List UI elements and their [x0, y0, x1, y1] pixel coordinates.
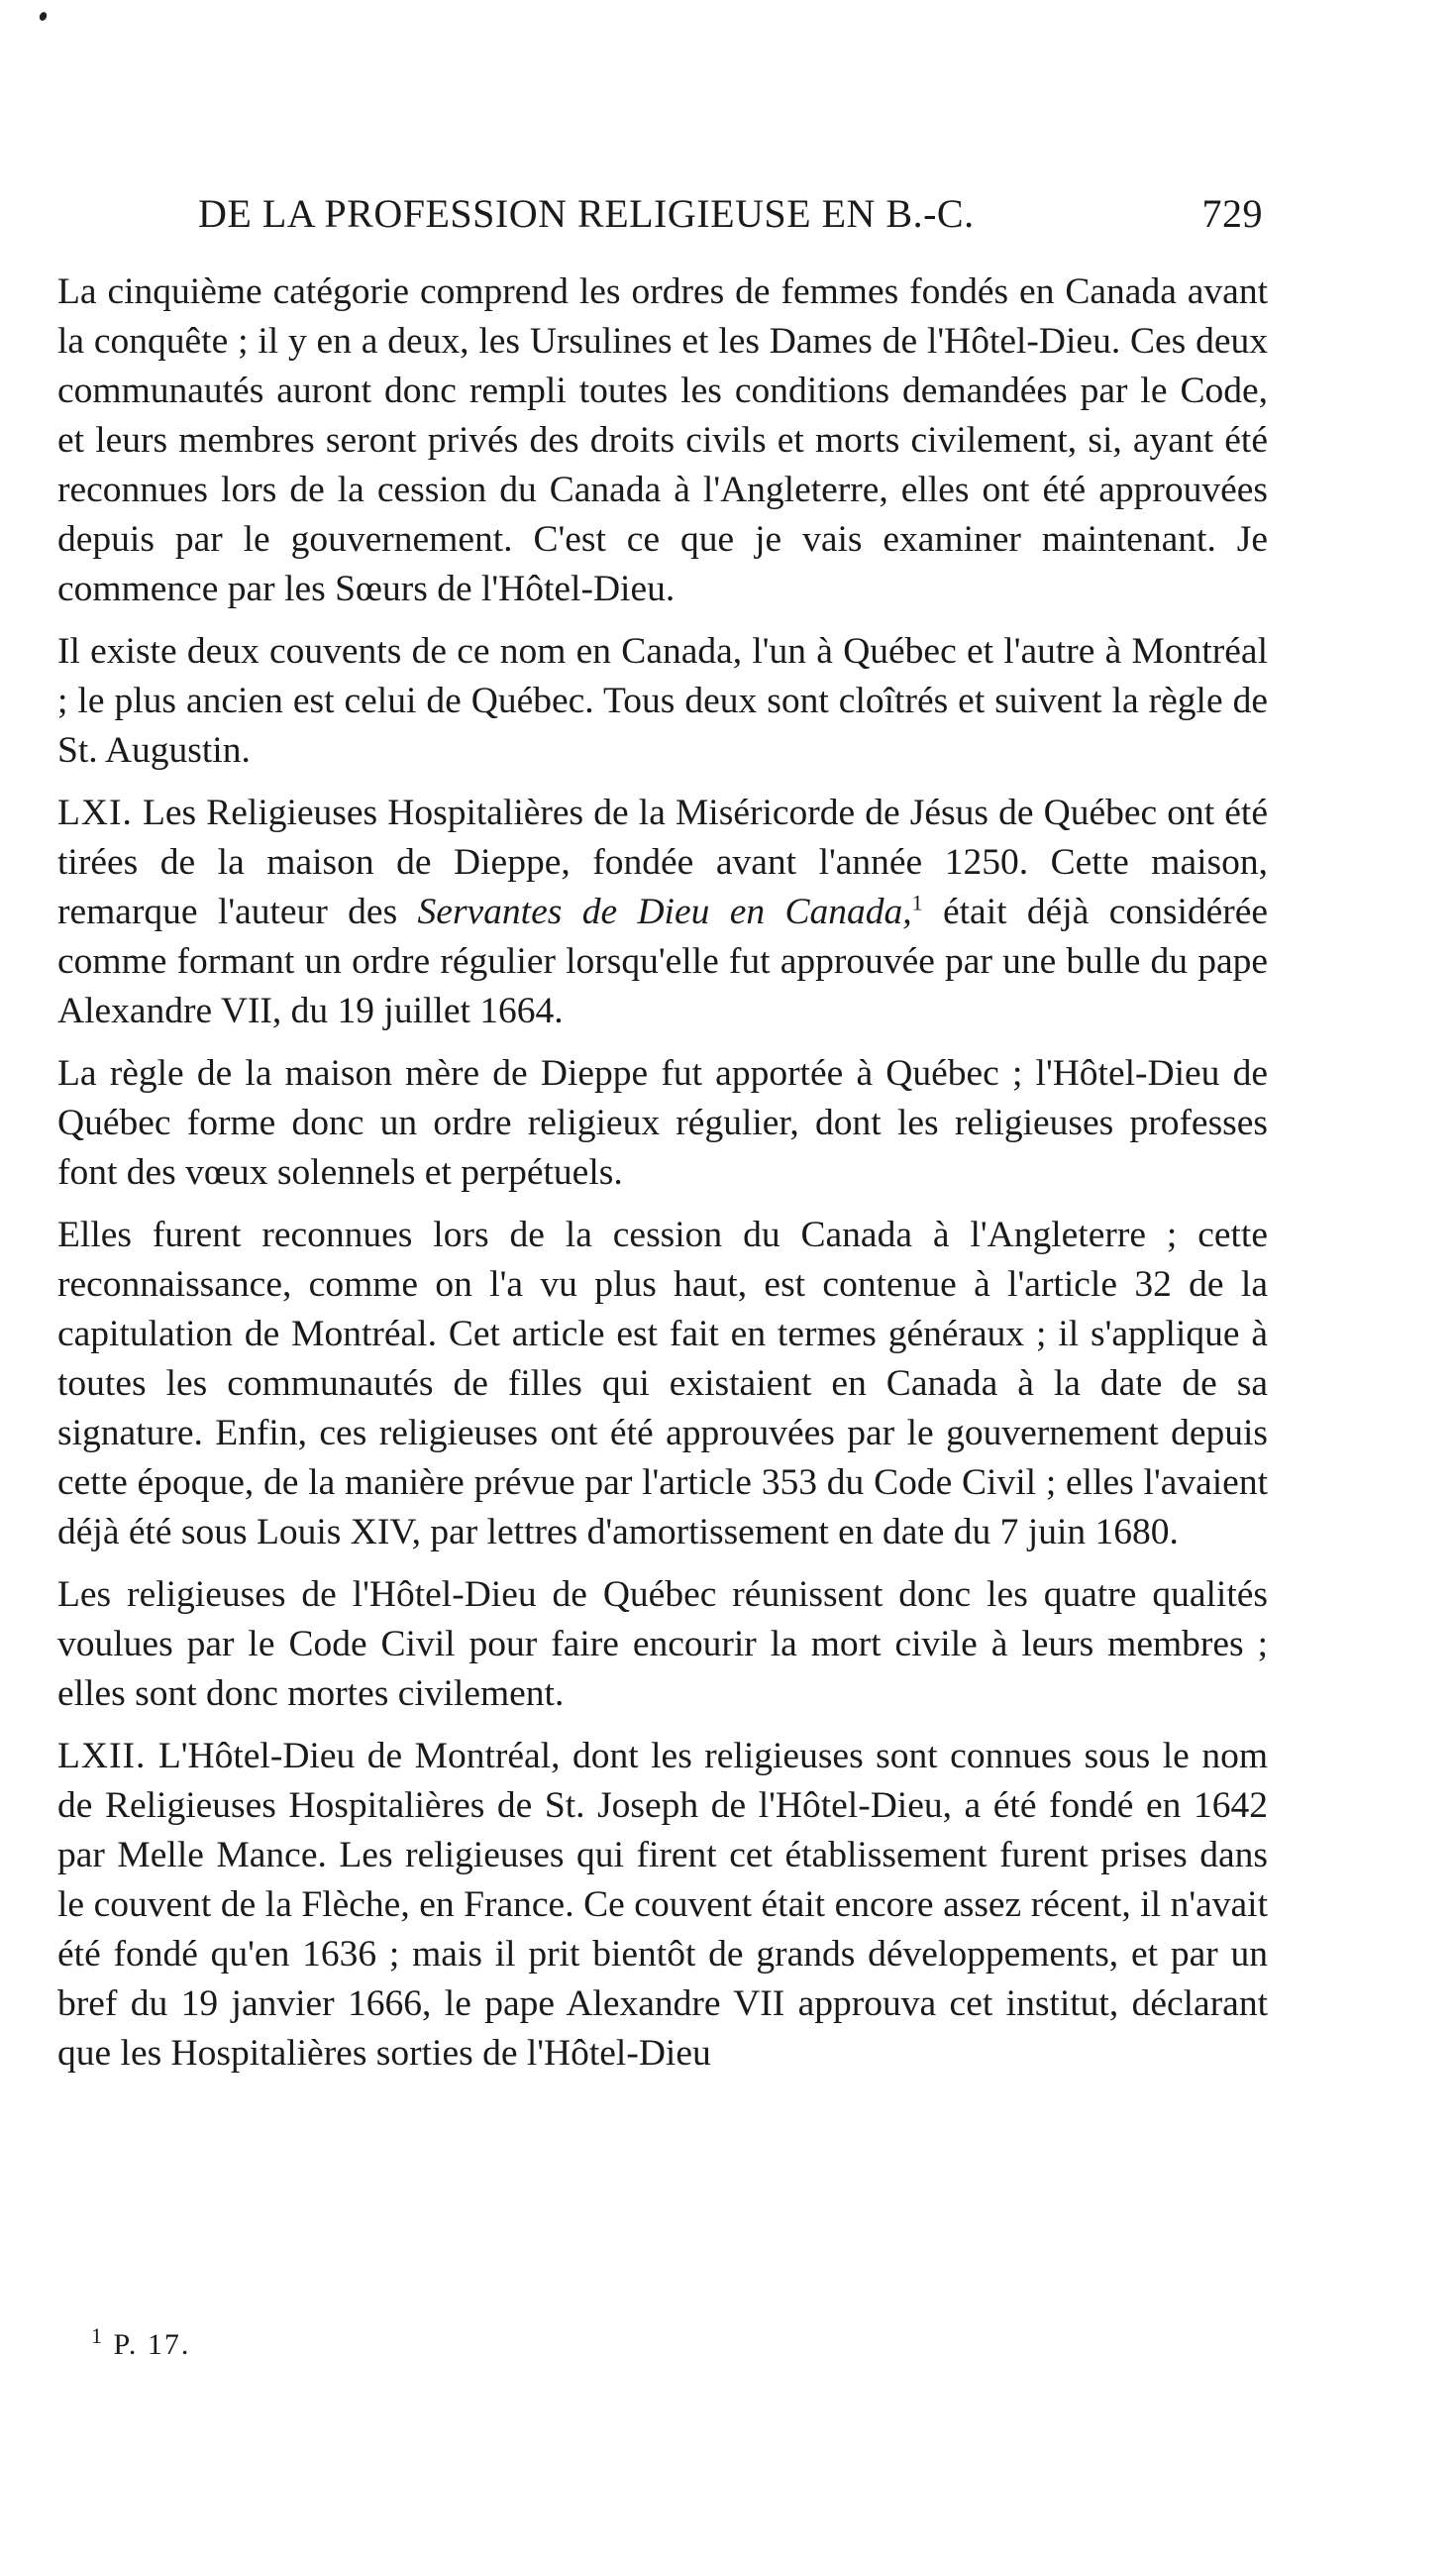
- paragraph-text: La règle de la maison mère de Dieppe fut apportée à Québec ; l'Hôtel-Dieu de Québec forme donc un ordre religieux régulier, dont les religieuses professes font des vœux solennels et perpétuels.: [57, 1053, 1268, 1193]
- page-number: 729: [1201, 191, 1263, 236]
- ink-speck: [38, 11, 48, 22]
- footnote-text: P. 17.: [113, 2328, 191, 2361]
- footnote: [91, 2323, 191, 2362]
- paragraph-section-lxii: [57, 1732, 1268, 2079]
- page-header: [158, 190, 1263, 246]
- footnote-marker: 1: [91, 2323, 104, 2348]
- paragraph-text: La cinquième catégorie comprend les ordres de femmes fondés en Canada avant la conquête ; il y en a deux, les Ursulines et les Dames de l'Hôtel-Dieu. Ces deux communautés auront donc rempli toutes les conditions demandées par le Code, et leurs membres seront privés des droits civils et morts civilement, si, ayant été reconnues lors de la cession du Canada à l'Angleterre, elles ont été approuvées depuis par le gouvernement. C'est ce que je vais examiner maintenant. Je commence par les Sœurs de l'Hôtel-Dieu.: [57, 271, 1268, 609]
- paragraph-text: était déjà considérée comme formant un ordre régulier lorsqu'elle fut approuvée par une bulle du pape Alexandre VII, du 19 juillet 1664.: [57, 892, 1269, 1031]
- paragraph: [57, 1211, 1268, 1557]
- section-number: LXII.: [57, 1736, 147, 1776]
- paragraph: [57, 1570, 1268, 1719]
- book-title: Servantes de Dieu en Canada,: [417, 892, 912, 932]
- section-number: LXI.: [57, 793, 133, 833]
- paragraph: [57, 267, 1268, 614]
- footnote-reference: 1: [911, 890, 923, 915]
- paragraph-section-lxi: [57, 789, 1268, 1036]
- paragraph-text: Il existe deux couvents de ce nom en Canada, l'un à Québec et l'autre à Montréal ; le plus ancien est celui de Québec. Tous deux sont cloîtrés et suivent la règle de St. Augustin.: [57, 631, 1268, 771]
- paragraph-text: L'Hôtel-Dieu de Montréal, dont les religieuses sont connues sous le nom de Religieuses Hospitalières de St. Joseph de l'Hôtel-Dieu, a été fondé en 1642 par Melle Mance. Les religieuses qui firent cet établissement furent prises dans le couvent de la Flèche, en France. Ce couvent était encore assez récent, il n'avait été fondé qu'en 1636 ; mais il prit bientôt de grands développements, et par un bref du 19 janvier 1666, le pape Alexandre VII approuva cet institut, déclarant que les Hospitalières sorties de l'Hôtel-Dieu: [57, 1736, 1269, 2074]
- running-title: DE LA PROFESSION RELIGIEUSE EN B.-C.: [198, 191, 975, 236]
- paragraph: [57, 1049, 1268, 1198]
- paragraph-text: Les Religieuses Hospitalières de la Miséricorde de Jésus de Québec ont été tirées de la maison de Dieppe, fondée avant l'année 1250. Cette maison, remarque l'auteur des: [57, 793, 1268, 932]
- paragraph: [57, 627, 1268, 776]
- paragraph-text: Les religieuses de l'Hôtel-Dieu de Québec réunissent donc les quatre qualités voulues par le Code Civil pour faire encourir la mort civile à leurs membres ; elles sont donc mortes civilement.: [57, 1574, 1268, 1714]
- paragraph-text: Elles furent reconnues lors de la cession du Canada à l'Angleterre ; cette reconnaissance, comme on l'a vu plus haut, est contenue à l'article 32 de la capitulation de Montréal. Cet article est fait en termes généraux ; il s'applique à toutes les communautés de filles qui existaient en Canada à la date de sa signature. Enfin, ces religieuses ont été approuvées par le gouvernement depuis cette époque, de la manière prévue par l'article 353 du Code Civil ; elles l'avaient déjà été sous Louis XIV, par lettres d'amortissement en date du 7 juin 1680.: [57, 1215, 1268, 1552]
- body-text: [57, 267, 1268, 2079]
